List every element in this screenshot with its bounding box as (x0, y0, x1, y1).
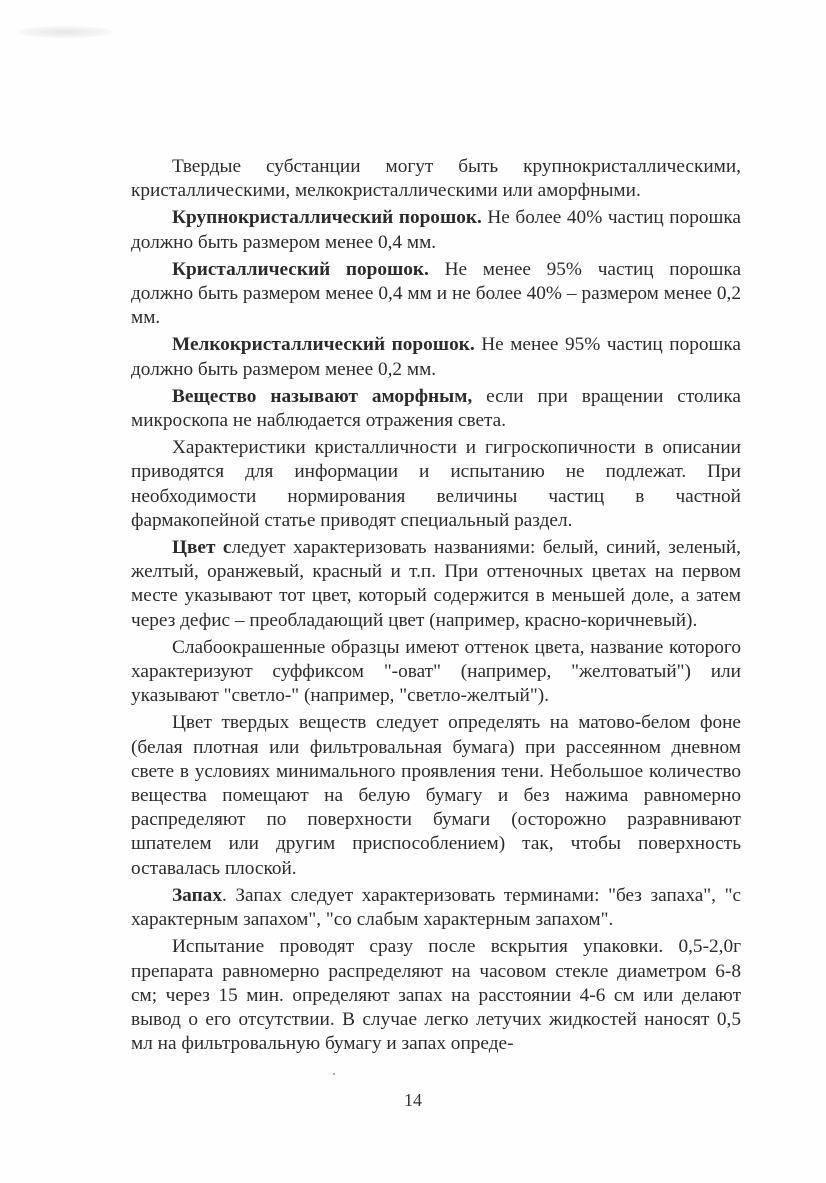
paragraph-3 (131, 258, 741, 331)
paragraph-lead: Запах (172, 884, 222, 906)
paragraph-text: Цвет твердых веществ следует определять на матово-белом фоне (белая плотная или фильтровальная бумага) при рассеянном дневном свете в условиях минимального проявления тени. Небольшое количество вещества помещают на белую бумагу и без нажима равномерно распределяют по поверхности бумаги (осторожно разравнивают шпателем или другим приспособлением) так, чтобы поверхность оставалась плоской. (131, 712, 741, 879)
paragraph-6 (131, 436, 741, 533)
paragraph-lead: Мелкокристаллический порошок. (172, 334, 475, 356)
paragraph-8 (131, 636, 741, 709)
body-text (131, 155, 741, 1056)
page-number: 14 (404, 1090, 422, 1110)
scan-speck (333, 1073, 335, 1075)
paragraph-9 (131, 711, 741, 880)
paragraph-text: Не менее 95% частиц порошка должно быть размером менее 0,4 мм и не более 40% – размером менее 0,2 мм. (131, 258, 742, 329)
paragraph-10 (131, 884, 741, 932)
paragraph-text: ледует характеризовать названиями: белый, синий, зеленый, желтый, оранжевый, красный и т.п. При оттеночных цветах на первом месте указывают тот цвет, который содержится в меньшей доле, а затем через дефис – преобладающий цвет (например, красно-коричневый). (131, 537, 741, 631)
paragraph-5 (131, 385, 741, 433)
paragraph-text: Твердые субстанции могут быть крупнокристаллическими, кристаллическими, мелкокристаллическими или аморфными. (131, 156, 741, 202)
paragraph-lead: Крупнокристаллический порошок. (172, 207, 482, 229)
paragraph-2 (131, 206, 741, 254)
paragraph-lead: Кристаллический порошок. (172, 258, 429, 280)
paragraph-1 (131, 155, 741, 203)
paragraph-lead: Цвет с (172, 537, 232, 559)
paragraph-lead: Вещество называют аморфным, (172, 385, 473, 407)
paragraph-text: Испытание проводят сразу после вскрытия упаковки. 0,5-2,0г препарата равномерно распределяют на часовом стекле диаметром 6-8 см; через 15 мин. определяют запах на расстоянии 4-6 см или делают вывод о его отсутствии. В случае легко летучих жидкостей наносят 0,5 мл на фильтровальную бумагу и запах опреде- (131, 936, 741, 1055)
scan-smudge (18, 26, 113, 38)
paragraph-text: Не менее 95% частиц порошка должно быть размером менее 0,2 мм. (131, 334, 741, 380)
paragraph-11 (131, 935, 741, 1056)
paragraph-7 (131, 536, 741, 633)
paragraph-text: . Запах следует характеризовать терминами: "без запаха", "с характерным запахом", "со слабым характерным запахом". (131, 884, 741, 931)
paragraph-text: Слабоокрашенные образцы имеют оттенок цвета, название которого характеризуют суффиксом "-оват" (например, "желтоватый") или указывают "светло-" (например, "светло-желтый"). (131, 636, 741, 707)
paragraph-text: если при вращении столика микроскопа не наблюдается отражения света. (131, 385, 741, 432)
paragraph-4 (131, 333, 741, 381)
paragraph-text: Не более 40% частиц порошка должно быть размером менее 0,4 мм. (131, 207, 741, 253)
paragraph-text: Характеристики кристалличности и гигроскопичности в описании приводятся для информации и испытанию не подлежат. При необходимости нормирования величины частиц в частной фармакопейной статье приводят специальный раздел. (131, 437, 741, 531)
